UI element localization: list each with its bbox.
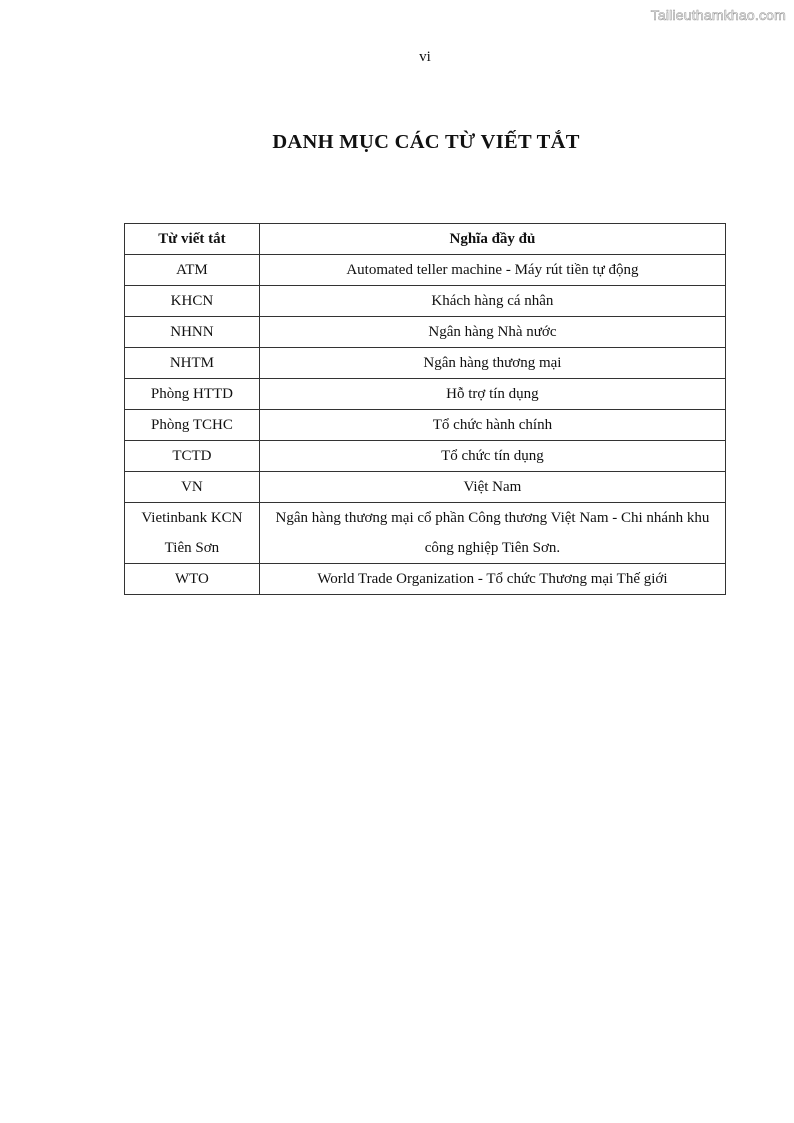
full-meaning-cell: World Trade Organization - Tổ chức Thương mại Thế giới (259, 564, 725, 595)
abbreviation-cell: KHCN (125, 286, 260, 317)
header-full-meaning: Nghĩa đầy đủ (259, 224, 725, 255)
abbreviation-cell: WTO (125, 564, 260, 595)
page-title: DANH MỤC CÁC TỪ VIẾT TẮT (272, 131, 580, 153)
full-meaning-cell: Hỗ trợ tín dụng (259, 379, 725, 410)
abbreviation-cell: Phòng HTTD (125, 379, 260, 410)
full-meaning-cell: Tổ chức tín dụng (259, 441, 725, 472)
table-row (125, 564, 726, 595)
abbreviation-cell: TCTD (125, 441, 260, 472)
full-meaning-cell: Việt Nam (259, 472, 725, 503)
table-row (125, 255, 726, 286)
page-number: vi (419, 49, 431, 65)
full-meaning-cell: Ngân hàng thương mại cổ phần Công thương Việt Nam - Chi nhánh khu công nghiệp Tiên Sơn. (259, 503, 725, 564)
table-row (125, 441, 726, 472)
table-row (125, 286, 726, 317)
abbreviation-cell: Phòng TCHC (125, 410, 260, 441)
table-row (125, 410, 726, 441)
table-row (125, 503, 726, 564)
full-meaning-cell: Automated teller machine - Máy rút tiền tự động (259, 255, 725, 286)
table-row (125, 379, 726, 410)
abbreviation-cell: VN (125, 472, 260, 503)
abbreviation-cell: Vietinbank KCN Tiên Sơn (125, 503, 260, 564)
full-meaning-cell: Khách hàng cá nhân (259, 286, 725, 317)
table-row (125, 317, 726, 348)
abbreviation-cell: NHNN (125, 317, 260, 348)
table-row (125, 472, 726, 503)
watermark: Tailieuthamkhao.com (650, 7, 786, 23)
abbreviations-table (124, 223, 726, 595)
full-meaning-cell: Tổ chức hành chính (259, 410, 725, 441)
abbreviation-cell: ATM (125, 255, 260, 286)
header-abbreviation: Từ viết tắt (125, 224, 260, 255)
abbreviation-cell: NHTM (125, 348, 260, 379)
full-meaning-cell: Ngân hàng thương mại (259, 348, 725, 379)
table-row (125, 348, 726, 379)
full-meaning-cell: Ngân hàng Nhà nước (259, 317, 725, 348)
table-header-row (125, 224, 726, 255)
